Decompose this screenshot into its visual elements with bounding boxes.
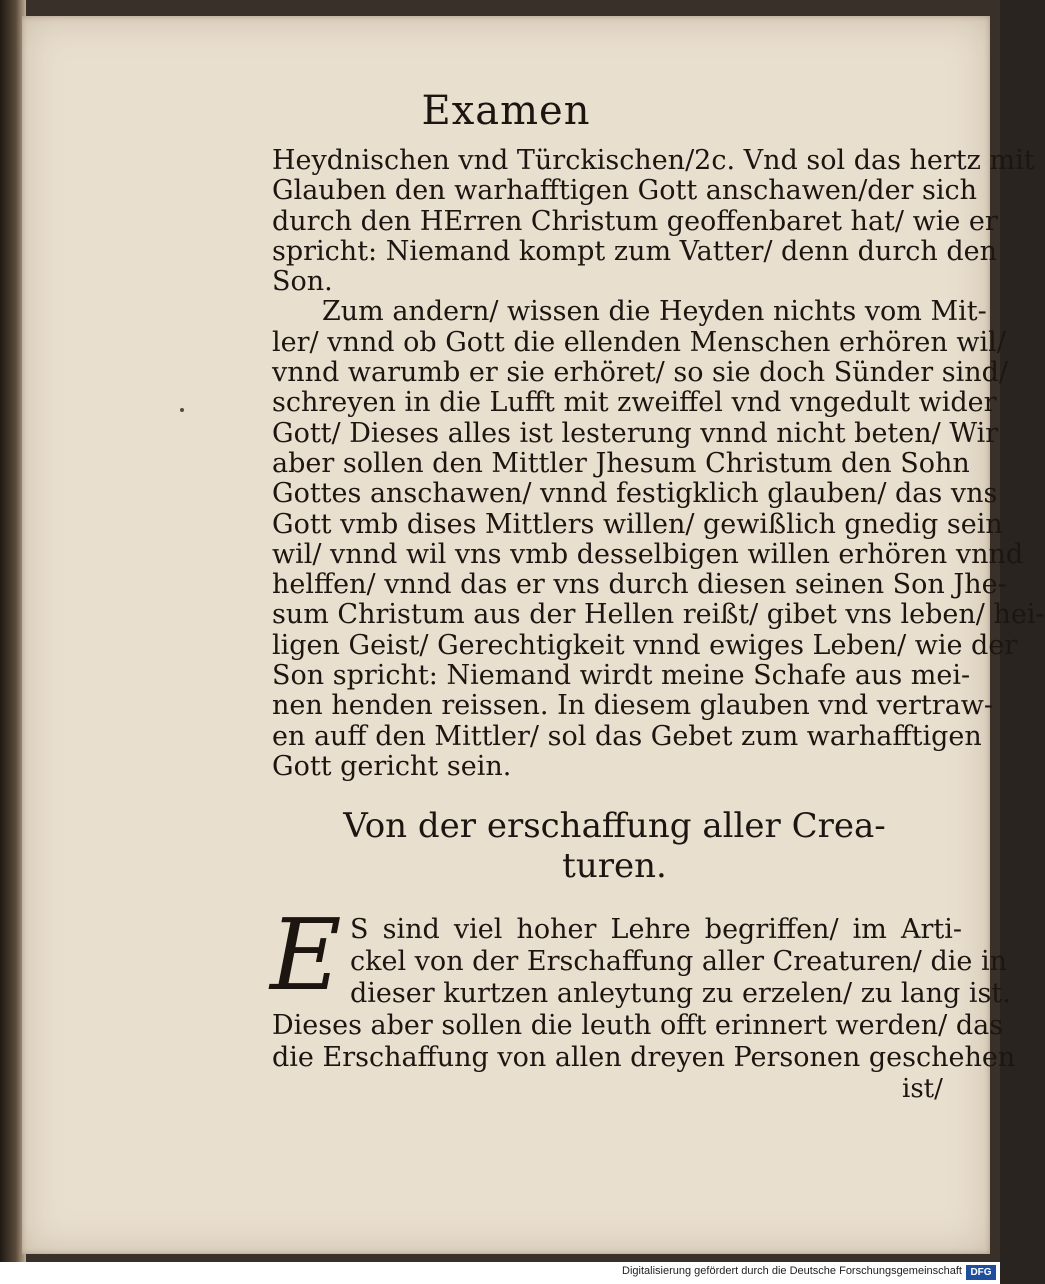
text-line: vnnd warumb er sie erhöret/ so sie doch Sünder sind/	[272, 357, 1009, 389]
text-line: Gottes anschawen/ vnnd festigklich glauben/ das vns	[272, 478, 998, 510]
text-line: S sind viel hoher Lehre begriffen/ im Arti-	[350, 914, 962, 945]
text-line: wil/ vnnd wil vns vmb desselbigen willen erhören vnnd	[272, 538, 1024, 570]
text-line: durch den HErren Christum geoffenbaret hat/ wie er	[272, 205, 998, 237]
text-line: sum Christum aus der Hellen reißt/ gibet vns leben/ hei-	[272, 599, 1045, 631]
text-line: Son.	[272, 266, 333, 298]
text-line: Heydnischen vnd Türckischen/2c. Vnd sol das hertz mit	[272, 145, 1035, 176]
heading-line: turen.	[562, 846, 667, 886]
text-line: Gott/ Dieses alles ist lesterung vnnd nicht beten/ Wir	[272, 417, 999, 449]
text-line: Glauben den warhafftigen Gott anschawen/der sich	[272, 175, 978, 207]
text-line: Gott gericht sein.	[272, 750, 512, 782]
section-heading	[262, 806, 967, 886]
text-line: spricht: Niemand kompt zum Vatter/ denn durch den	[272, 235, 997, 267]
text-line: aber sollen den Mittler Jhesum Christum den Sohn	[272, 447, 970, 479]
heading-line: Von der erschaffung aller Crea-	[343, 806, 886, 846]
text-line: dieser kurtzen anleytung zu erzelen/ zu lang ist.	[350, 978, 1011, 1009]
drop-cap: E	[270, 899, 342, 1013]
text-line: ckel von der Erschaffung aller Creaturen/ die in	[350, 946, 1007, 977]
text-line: Son spricht: Niemand wirdt meine Schafe aus mei-	[272, 660, 971, 692]
section-text	[270, 899, 1016, 1074]
text-line: en auff den Mittler/ sol das Gebet zum warhafftigen	[272, 720, 982, 752]
main-text	[272, 145, 1045, 782]
text-line: Zum andern/ wissen die Heyden nichts vom Mit-	[322, 296, 987, 328]
running-head: Examen	[421, 88, 591, 134]
text-line: nen henden reissen. In diesem glauben vnd vertraw-	[272, 690, 994, 722]
text-line: Gott vmb dises Mittlers willen/ gewißlich gnedig sein	[272, 508, 1003, 540]
text-line: die Erschaffung von allen dreyen Personen geschehen	[272, 1042, 1016, 1073]
text-line: ler/ vnnd ob Gott die ellenden Menschen erhören wil/	[272, 326, 1006, 358]
catchword: ist/	[902, 1074, 943, 1104]
text-line: Dieses aber sollen die leuth offt erinnert werden/ das	[272, 1010, 1004, 1041]
book-page	[22, 16, 1045, 1254]
funding-credit: Digitalisierung gefördert durch die Deutsche Forschungsgemeinschaft	[622, 1265, 962, 1277]
text-line: schreyen in die Lufft mit zweiffel vnd vngedult wider	[272, 387, 997, 419]
footer-bar	[0, 1262, 1000, 1284]
paper-speck	[180, 408, 184, 412]
dfg-logo: DFG	[966, 1265, 996, 1280]
text-line: helffen/ vnnd das er vns durch diesen seinen Son Jhe-	[272, 569, 1007, 601]
text-line: ligen Geist/ Gerechtigkeit vnnd ewiges Leben/ wie der	[272, 629, 1018, 661]
